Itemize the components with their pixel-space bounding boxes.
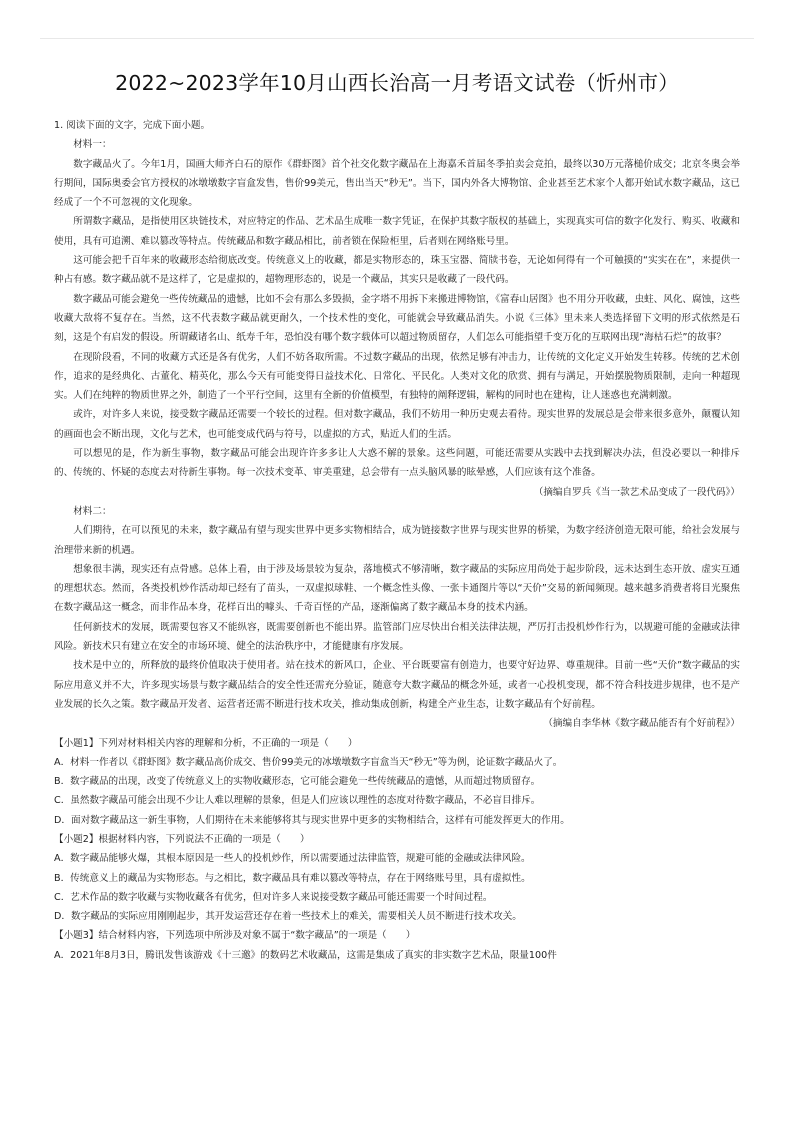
question-option: C．艺术作品的数字收藏与实物收藏各有优劣，但对许多人来说接受数字藏品可能还需要一个时间过程。 xyxy=(54,891,493,903)
material1-paragraph: 所谓数字藏品，是指使用区块链技术，对应特定的作品、艺术品生成唯一数字凭证，在保护其数字版权的基础上，实现真实可信的数字化发行、购买、收藏和使用，具有可追溯、难以篡改等特点。传统藏品和数字藏品相比，前者锁在保险柜里，后者则在网络账号里。 xyxy=(54,216,740,247)
document-body xyxy=(54,116,740,965)
question-stem: 【小题1】下列对材料相关内容的理解和分析，不正确的一项是（ ） xyxy=(54,737,358,749)
question-option: A．数字藏品能够火爆，其根本原因是一些人的投机炒作，所以需要通过法律监管，规避可能的金融或法律风险。 xyxy=(54,853,531,865)
question-stem: 【小题2】根据材料内容，下列说法不正确的一项是（ ） xyxy=(54,833,310,845)
question-option: C．虽然数字藏品可能会出现不少让人难以理解的景象，但是人们应该以理性的态度对待数字藏品，不必盲目排斥。 xyxy=(54,795,541,807)
material1-paragraph: 数字藏品火了。今年1月，国画大师齐白石的原作《群虾图》首个社交化数字藏品在上海嘉禾首届冬季拍卖会竞拍，最终以30万元落槌价成交；北京冬奥会举行期间，国际奥委会官方授权的冰墩墩数字盲盒发售，售价99美元，售出当天“秒无”。当下，国内外各大博物馆、企业甚至艺术家个人都开始试水数字藏品，这已经成了一个不可忽视的文化现象。 xyxy=(54,158,740,209)
material1-heading: 材料一： xyxy=(73,139,112,151)
question-option: D．数字藏品的实际应用刚刚起步，其开发运营还存在着一些技术上的难关，需要相关人员不断进行技术攻关。 xyxy=(54,911,522,923)
page-title: 2022~2023学年10月山西长治高一月考语文试卷（忻州市） xyxy=(115,71,679,95)
question-option: A．2021年8月3日，腾讯发售该游戏《十三邀》的数码艺术收藏品，这需是集成了真实的非实数字艺术品，限量100件 xyxy=(54,949,557,961)
question-option: D．面对数字藏品这一新生事物，人们期待在未来能够将其与现实世界中更多的实物相结合，这样有可能发挥更大的作用。 xyxy=(54,814,570,826)
question-option: B．传统意义上的藏品为实物形态。与之相比，数字藏品具有难以篡改等特点，存在于网络账号里，具有虚拟性。 xyxy=(54,872,531,884)
material1-paragraph: 可以想见的是，作为新生事物，数字藏品可能会出现许许多多让人大惑不解的景象。这些问题，可能还需要从实践中去找到解决办法，但没必要以一种排斥的、传统的、怀疑的态度去对待新生事物。每一次技术变革、审美重建，总会带有一点头脑风暴的眩晕感，人们应该有这个准备。 xyxy=(54,448,740,479)
question-stem: 【小题3】结合材料内容，下列选项中所涉及对象不属于“数字藏品”的一项是（ ） xyxy=(54,930,416,942)
material2-paragraph: 技术是中立的，所释放的最终价值取决于使用者。站在技术的新风口，企业、平台既要富有创造力，也要守好边界、尊重规律。目前一些“天价”数字藏品的实际应用意义并不大，许多现实场景与数字藏品结合的安全性还需充分验证，随意夸大数字藏品的概念外延，或者一心投机变现，都不符合科技进步规律，也不是产业发展的长久之策。数字藏品开发者、运营者还需不断进行技术攻关，推动集成创新，构建全产业生态，让数字藏品有个好前程。 xyxy=(54,660,740,710)
question-option: A．材料一作者以《群虾图》数字藏品高价成交、售价99美元的冰墩墩数字盲盒当天“秒无”等为例，论证数字藏品火了。 xyxy=(54,756,563,768)
material1-paragraph: 在现阶段看，不同的收藏方式还是各有优劣，人们不妨各取所需。不过数字藏品的出现，依然足够有冲击力，让传统的文化定义开始发生转移。传统的艺术创作，追求的是经典化、古董化、精英化，那么今天有可能变得日益技术化、日常化、平民化。人类对文化的欣赏、拥有与满足，开始摆脱物质限制，走向一种超现实。人们在纯粹的物质世界之外，制造了一个平行空间，这里有全新的价值模型，有独特的阐释逻辑，解构的同时也在建构，让人迷惑也充满刺激。 xyxy=(54,351,740,402)
material2-heading: 材料二： xyxy=(73,505,112,517)
material1-source: （摘编自罗兵《当一款艺术品变成了一段代码》） xyxy=(533,486,740,498)
material1-paragraph: 或许，对许多人来说，接受数字藏品还需要一个较长的过程。但对数字藏品，我们不妨用一种历史观去看待。现实世界的发展总是会带来很多意外，颠覆认知的画面也会不断出现，文化与艺术，也可能变成代码与符号，以虚拟的方式，贴近人们的生活。 xyxy=(54,409,740,440)
material2-paragraph: 任何新技术的发展，既需要包容又不能纵容，既需要创新也不能出界。监管部门应尽快出台相关法律法规，严厉打击投机炒作行为，以规避可能的金融或法律风险。新技术只有建立在安全的市场环境、健全的法治秩序中，才能健康有序发展。 xyxy=(54,621,740,653)
question-intro: 1. 阅读下面的文字，完成下面小题。 xyxy=(54,120,211,131)
top-divider xyxy=(40,38,754,39)
material1-paragraph: 这可能会把千百年来的收藏形态给彻底改变。传统意义上的收藏，都是实物形态的，珠玉宝器、简牍书卷，无论如何得有一个可触摸的“实实在在”，来提供一种占有感。数字藏品就不是这样了，它是虚拟的，超物理形态的，说是一个藏品，其实只是收藏了一段代码。 xyxy=(54,255,740,286)
material2-source: （摘编自李华林《数字藏品能否有个好前程》） xyxy=(543,718,740,730)
question-option: B．数字藏品的出现，改变了传统意义上的实物收藏形态，它可能会避免一些传统藏品的遗憾，从而超过物质留存。 xyxy=(54,776,541,788)
material2-paragraph: 想象很丰满，现实还有点骨感。总体上看，由于涉及场景较为复杂，落地模式不够清晰，数字藏品的实际应用尚处于起步阶段，远未达到生态开放、虚实互通的理想状态。然而，各类投机炒作活动却已经有了苗头，一双虚拟球鞋、一个概念性头像、一张卡通图片等以“天价”交易的新闻频现。越来越多消费者将目光聚焦在数字藏品这一概念，而非作品本身，花样百出的噱头、千奇百怪的产品，逐渐偏离了数字藏品本身的技术内涵。 xyxy=(54,563,740,614)
material1-paragraph: 数字藏品可能会避免一些传统藏品的遗憾，比如不会有那么多毁损，金字塔不用拆下来搬进博物馆，《富春山居图》也不用分开收藏，虫蛀、风化、腐蚀，这些收藏大敌将不复存在。当然，这不代表数字藏品就更耐久，一个技术性的变化，可能就会导致藏品消失。小说《三体》里未来人类选择留下文明的形式依然是石刻，这是个有启发的假设。所谓藏诸名山、纸寿千年，恐怕没有哪个数字载体可以超过物质留存，人们怎么可能指望千变万化的互联网出现“海枯石烂”的故事？ xyxy=(54,293,740,344)
material2-paragraph: 人们期待，在可以预见的未来，数字藏品有望与现实世界中更多实物相结合，成为链接数字世界与现实世界的桥梁，为数字经济创造无限可能，给社会发展与治理带来新的机遇。 xyxy=(54,525,740,556)
